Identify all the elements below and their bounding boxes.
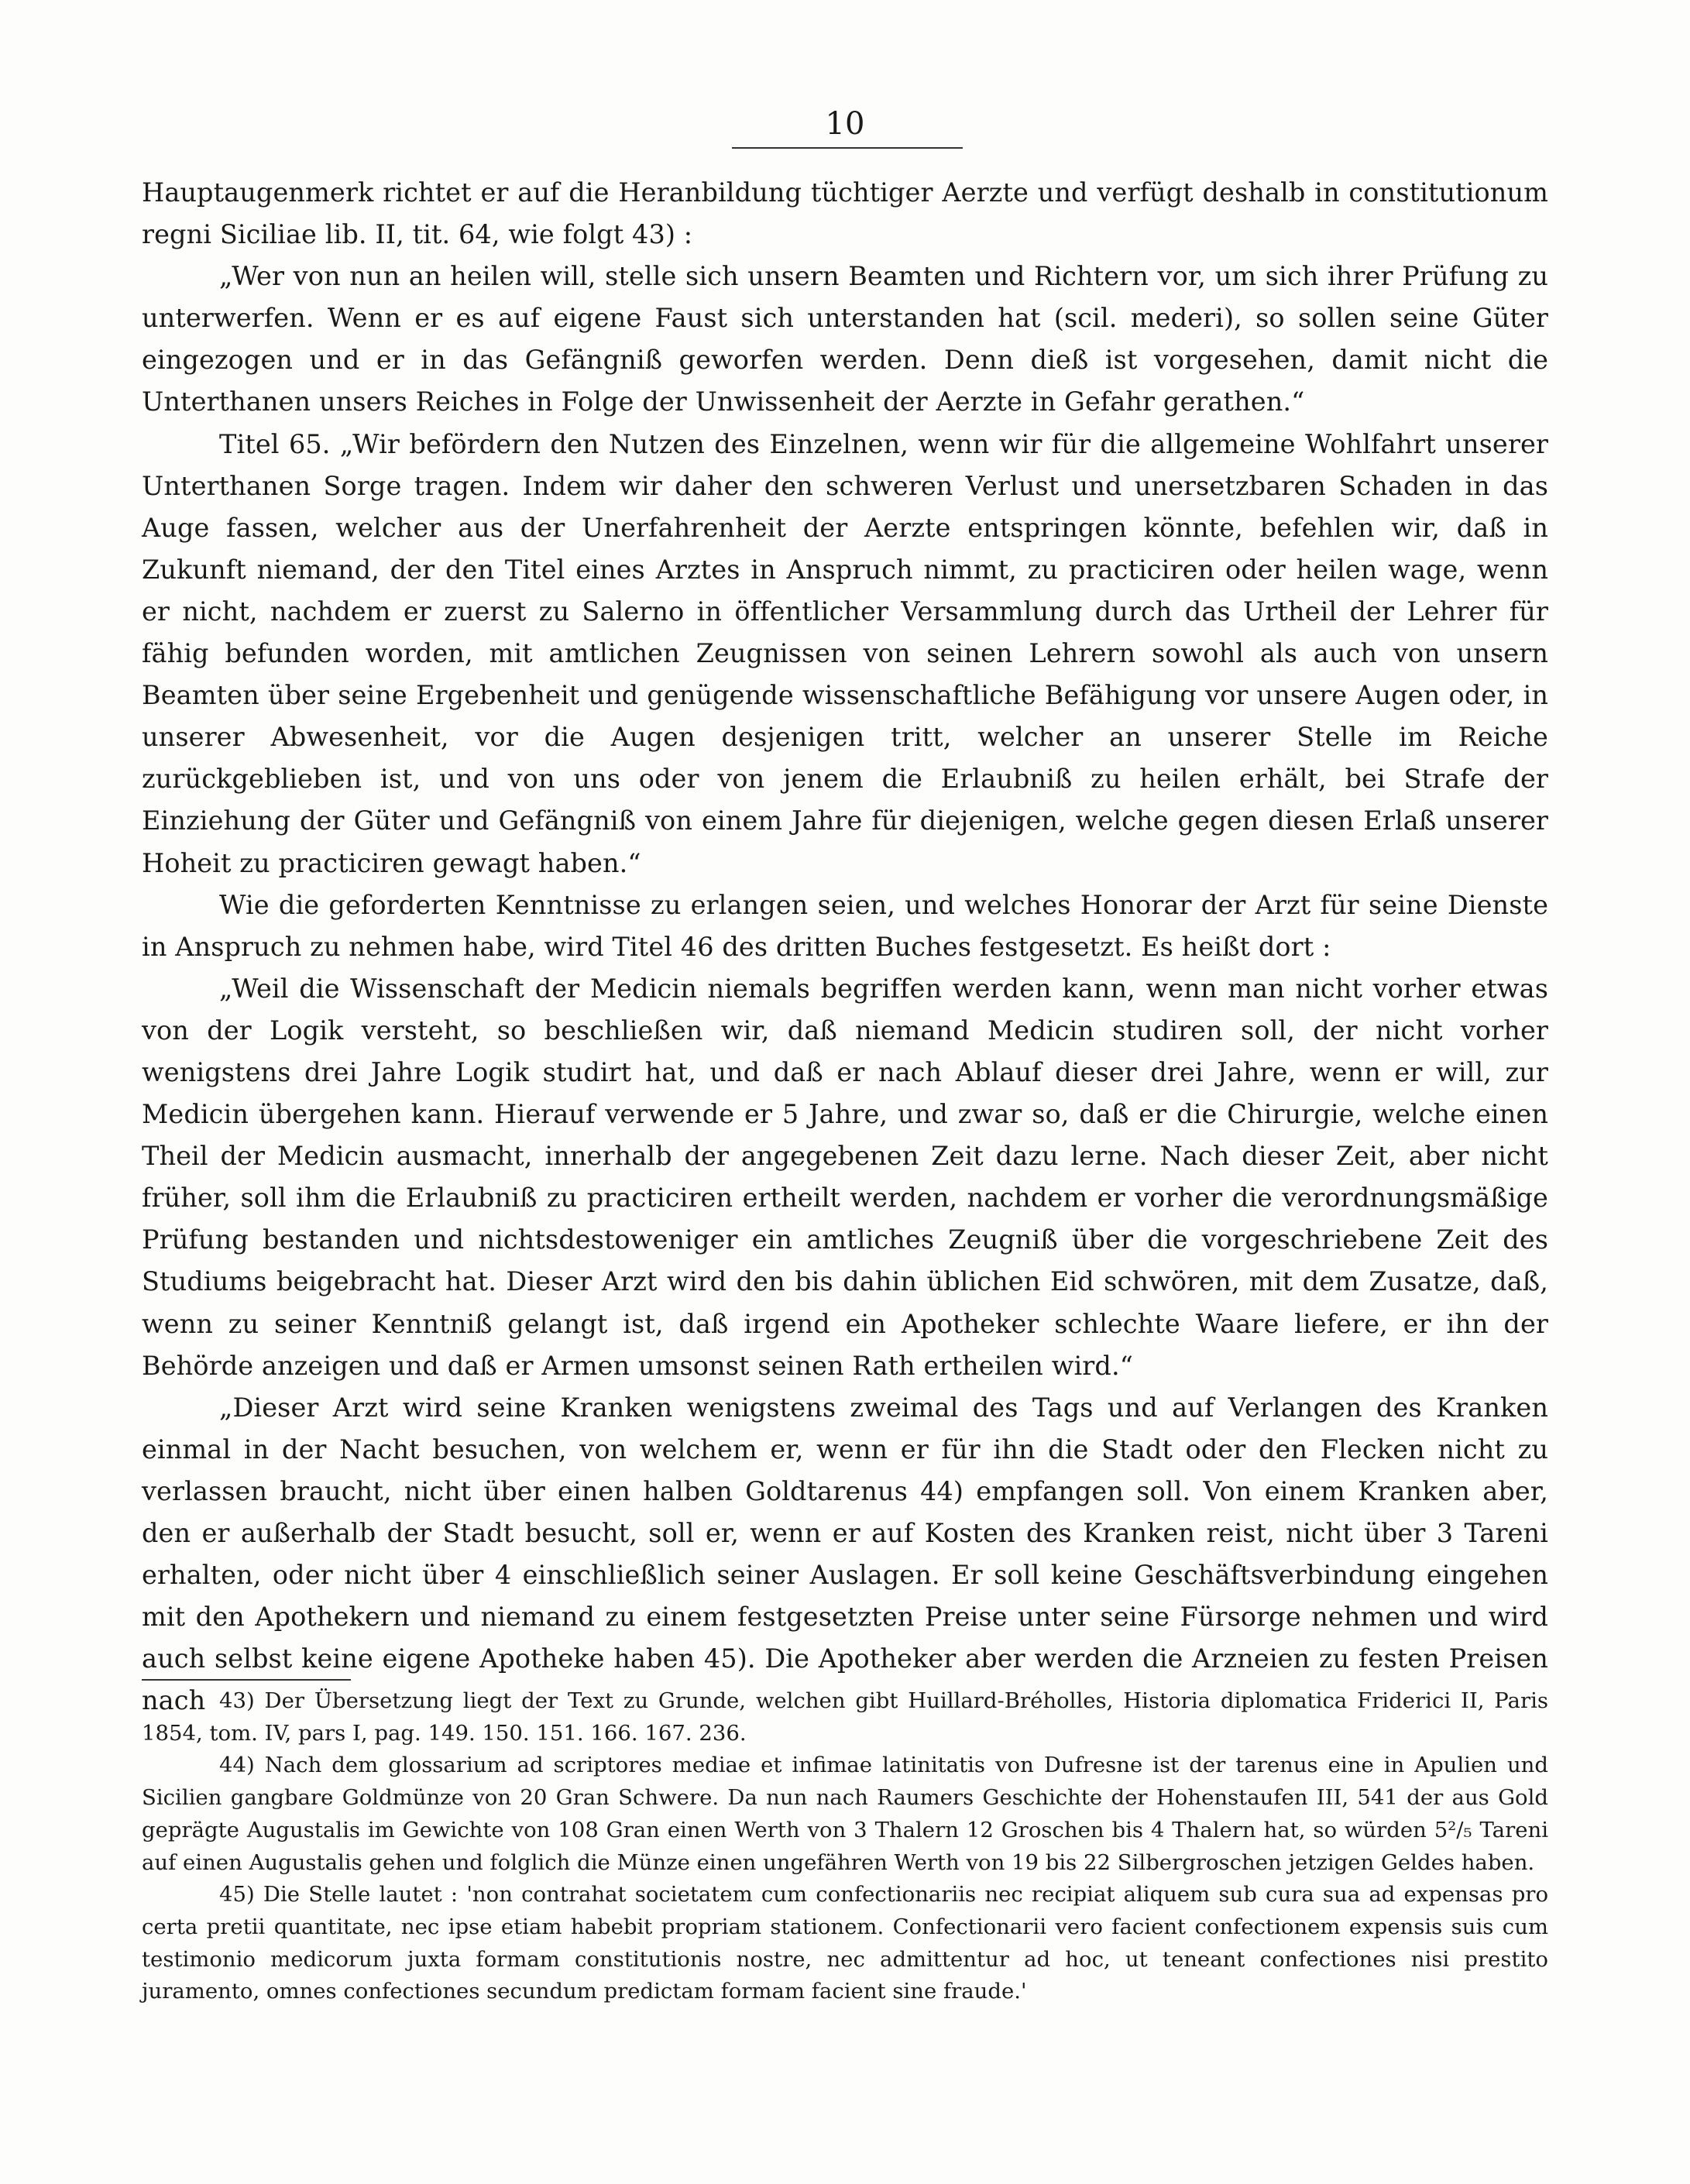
page-number-rule (732, 147, 963, 149)
page-number: 10 (825, 106, 865, 142)
paragraph: Hauptaugenmerk richtet er auf die Heranbildung tüchtiger Aerzte und verfügt deshalb in constitutionum regni Siciliae lib. II, tit. 64, wie folgt 43) : (142, 177, 1548, 250)
footnote: 44) Nach dem glossarium ad scriptores mediae et infimae latinitatis von Dufresne ist der tarenus eine in Apulien und Sicilien gangbare Goldmünze von 20 Gran Schwere. Da nun nach Raumers Geschichte der Hohenstaufen III, 541 der aus Gold geprägte Augustalis im Gewichte von 108 Gran einen Werth von 3 Thalern 12 Groschen bis 4 Thalern hat, so würden 5²/₅ Tareni auf einen Augustalis gehen und folglich die Münze einen ungefähren Werth von 19 bis 22 Silbergroschen jetzigen Geldes haben. (142, 1753, 1548, 1875)
footnote: 43) Der Übersetzung liegt der Text zu Grunde, welchen gibt Huillard-Bréholles, Historia diplomatica Friderici II, Paris 1854, tom. IV, pars I, pag. 149. 150. 151. 166. 167. 236. (142, 1688, 1548, 1746)
paragraph: „Dieser Arzt wird seine Kranken wenigstens zweimal des Tags und auf Verlangen des Kranken einmal in der Nacht besuchen, von welchem er, wenn er für ihn die Stadt oder den Flecken nicht zu verlassen braucht, nicht über einen halben Goldtarenus 44) empfangen soll. Von einem Kranken aber, den er außerhalb der Stadt besucht, soll er, wenn er auf Kosten des Kranken reist, nicht über 3 Tareni erhalten, oder nicht über 4 einschließlich seiner Auslagen. Er soll keine Geschäftsverbindung eingehen mit den Apothekern und niemand zu einem festgesetzten Preise unter seine Fürsorge nehmen und wird auch selbst keine eigene Apotheke haben 45). Die Apotheker aber werden die Arzneien zu festen Preisen nach (142, 1392, 1548, 1716)
paragraph: „Wer von nun an heilen will, stelle sich unsern Beamten und Richtern vor, um sich ihrer Prüfung zu unterwerfen. Wenn er es auf eigene Faust sich unterstanden hat (scil. mederi), so sollen seine Güter eingezogen und er in das Gefängniß geworfen werden. Denn dieß ist vorgesehen, damit nicht die Unterthanen unsers Reiches in Folge der Unwissenheit der Aerzte in Gefahr gerathen.“ (142, 261, 1548, 417)
body-text (142, 172, 1548, 1722)
footnote-rule (142, 1679, 351, 1681)
paragraph: „Weil die Wissenschaft der Medicin niemals begriffen werden kann, wenn man nicht vorher etwas von der Logik versteht, so beschließen wir, daß niemand Medicin studiren soll, der nicht vorher wenigstens drei Jahre Logik studirt hat, und daß er nach Ablauf dieser drei Jahre, wenn er will, zur Medicin übergehen kann. Hierauf verwende er 5 Jahre, und zwar so, daß er die Chirurgie, welche einen Theil der Medicin ausmacht, innerhalb der angegebenen Zeit dazu lerne. Nach dieser Zeit, aber nicht früher, soll ihm die Erlaubniß zu practiciren ertheilt werden, nachdem er vorher die verordnungsmäßige Prüfung bestanden und nichtsdestoweniger ein amtliches Zeugniß über die vorgeschriebene Zeit des Studiums beigebracht hat. Dieser Arzt wird den bis dahin üblichen Eid schwören, mit dem Zusatze, daß, wenn zu seiner Kenntniß gelangt ist, daß irgend ein Apotheker schlechte Waare liefere, er ihn der Behörde anzeigen und daß er Armen umsonst seinen Rath ertheilen wird.“ (142, 973, 1548, 1381)
paragraph: Wie die geforderten Kenntnisse zu erlangen seien, und welches Honorar der Arzt für seine Dienste in Anspruch zu nehmen habe, wird Titel 46 des dritten Buches festgesetzt. Es heißt dort : (142, 889, 1548, 962)
paragraph: Titel 65. „Wir befördern den Nutzen des Einzelnen, wenn wir für die allgemeine Wohlfahrt unserer Unterthanen Sorge tragen. Indem wir daher den schweren Verlust und unersetzbaren Schaden in das Auge fassen, welcher aus der Unerfahrenheit der Aerzte entspringen könnte, befehlen wir, daß in Zukunft niemand, der den Titel eines Arztes in Anspruch nimmt, zu practiciren oder heilen wage, wenn er nicht, nachdem er zuerst zu Salerno in öffentlicher Versammlung durch das Urtheil der Lehrer für fähig befunden worden, mit amtlichen Zeugnissen von seinen Lehrern sowohl als auch von unsern Beamten über seine Ergebenheit und genügende wissenschaftliche Befähigung vor unsere Augen oder, in unserer Abwesenheit, vor die Augen desjenigen tritt, welcher an unserer Stelle im Reiche zurückgeblieben ist, und von uns oder von jenem die Erlaubniß zu heilen erhält, bei Strafe der Einziehung der Güter und Gefängniß von einem Jahre für diejenigen, welche gegen diesen Erlaß unserer Hoheit zu practiciren gewagt haben.“ (142, 428, 1548, 878)
footnote: 45) Die Stelle lautet : 'non contrahat societatem cum confectionariis nec recipiat aliquem sub cura sua ad expensas pro certa pretii quantitate, nec ipse etiam habebit propriam stationem. Confectionarii vero facient confectionem expensis suis cum testimonio medicorum juxta formam constitutionis nostre, nec admittentur ad hoc, ut teneant confectiones nisi prestito juramento, omnes confectiones secundum predictam formam facient sine fraude.' (142, 1882, 1548, 2004)
footnotes (142, 1685, 1548, 2008)
